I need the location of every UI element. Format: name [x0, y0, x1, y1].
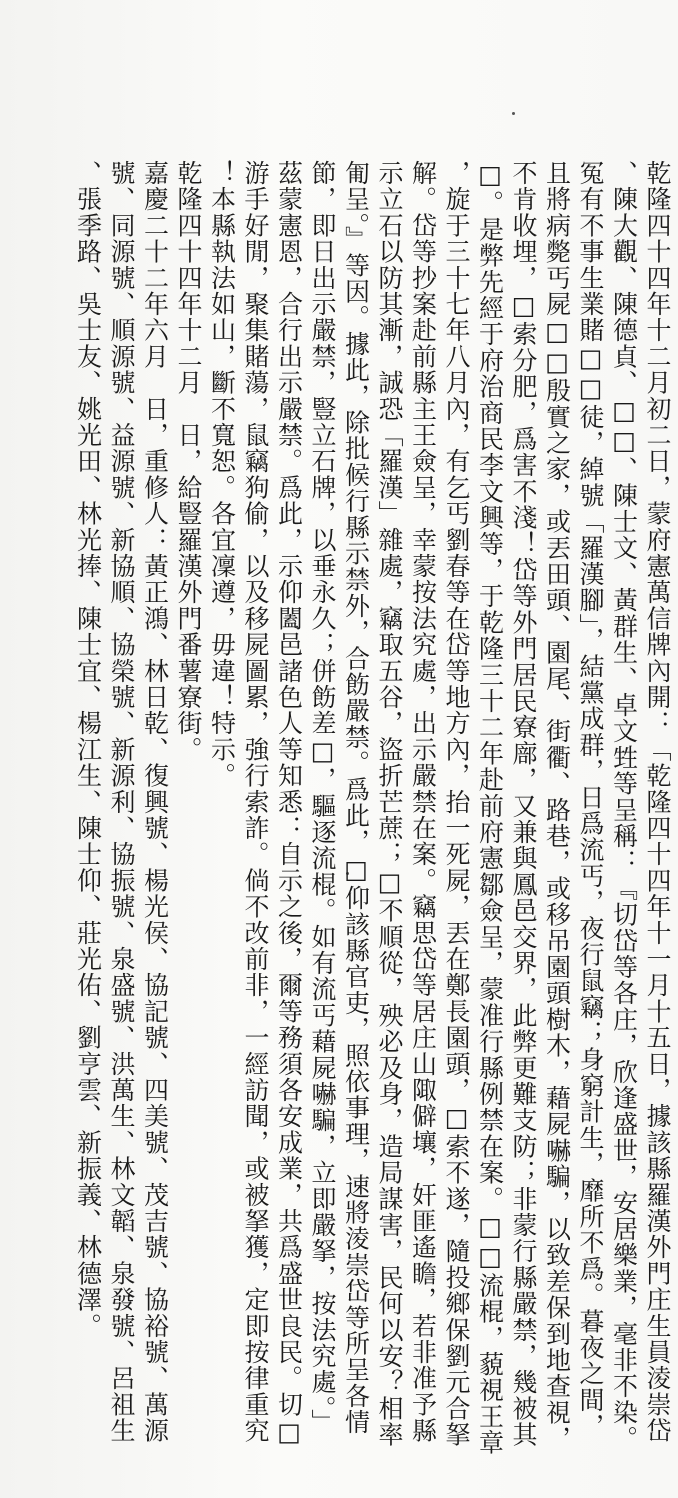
text-column: 解。岱等抄案赴前縣主王僉呈，幸蒙按法究處，出示嚴禁在案。竊思岱等居庄山陬僻壤，奸匪遙瞻，若非准予縣	[408, 160, 438, 1444]
text-column: 節，即日出示嚴禁，豎立石牌，以垂永久；併飭差□，驅逐流棍。如有流丐藉屍嚇騙，立即嚴拏，按法究處。」	[308, 160, 337, 1436]
date-column: 乾隆四十四年十二月 日，給豎羅漢外門番薯寮街。	[174, 160, 203, 763]
text-column: 、陳大觀、陳德貞、□□、陳士文、黃群生、卓文甡等呈稱：『切岱等各庄，欣逢盛世，安居樂業，毫非不染。	[609, 160, 639, 1452]
text-column: 乾隆四十四年十二月初二日，蒙府憲萬信牌內開：「乾隆四十四年十一月十五日，據該縣羅漢外門庄生員淩崇岱	[643, 160, 672, 1444]
donor-column: 、張季路、吳士友、姚光田、林光捧、陳士宜、楊江生、陳士仰、莊光佑、劉亨雲、新振義、林德澤。	[73, 160, 103, 1339]
donor-column: 號、同源號、順源號、益源號、新協順、協榮號、新源利、協振號、泉盛號、洪萬生、林文韜、泉發號、呂祖生	[107, 160, 136, 1444]
text-column: 示立石以防其漸，誠恐「羅漢」雜處，竊取五谷，盜折芒蔗；□不順從，殃必及身，造局謀害，民何以安？相率	[375, 160, 404, 1448]
vertical-text-block	[2, 160, 674, 1480]
text-column: 游手好閒，聚集賭蕩，鼠竊狗偷，以及移屍圖累，強行索詐。倘不改前非，一經訪聞，或被拏獲，定即按律重究	[241, 160, 270, 1444]
text-column: 茲蒙憲恩，合行出示嚴禁。爲此，示仰闔邑諸色人等知悉：自示之後，爾等務須各安成業，共爲盛世良民。切□	[274, 160, 304, 1448]
text-column: 匍呈。』等因。據此，除批候行縣示禁外，合飭嚴禁。爲此，□仰該縣官吏，照依事理，速將淩崇岱等所呈各情	[341, 160, 371, 1436]
text-column: 冤有不事生業賭□□徒，綽號「羅漢腳」，結黨成群，日爲流丐，夜行鼠竊；身窮計生，靡所不爲。暮夜之間，	[576, 160, 605, 1440]
text-column: ！本縣執法如山，斷不寬恕。各宜凜遵，毋違！特示。	[207, 160, 237, 789]
text-column: □。是弊先經于府治商民李文興等，于乾隆三十二年赴前府憲鄒僉呈，蒙准行縣例禁在案。□□流棍，藐視王章	[475, 160, 505, 1456]
text-column: ，旋于三十七年八月內，有乞丐劉春等在岱等地方內，抬一死屍，丟在鄭長園頭，□索不遂，隨投鄉保劉元合拏	[442, 160, 471, 1448]
text-column: 且將病斃丐屍□□殷實之家，或丟田頭、園尾、街衢、路巷，或移吊園頭樹木，藉屍嚇騙，以致差保到地查視，	[542, 160, 572, 1452]
scan-speck	[512, 112, 515, 115]
donor-column: 嘉慶二十二年六月 日，重修人：黃正鴻、林日乾、復興號、楊光侯、協記號、四美號、茂吉號、協裕號、萬源	[140, 160, 170, 1444]
text-column: 不肯收埋，□索分肥，爲害不淺！岱等外門居民寮廍，又兼與鳳邑交界，此弊更難支防；非蒙行縣嚴禁，幾被其	[509, 160, 538, 1448]
